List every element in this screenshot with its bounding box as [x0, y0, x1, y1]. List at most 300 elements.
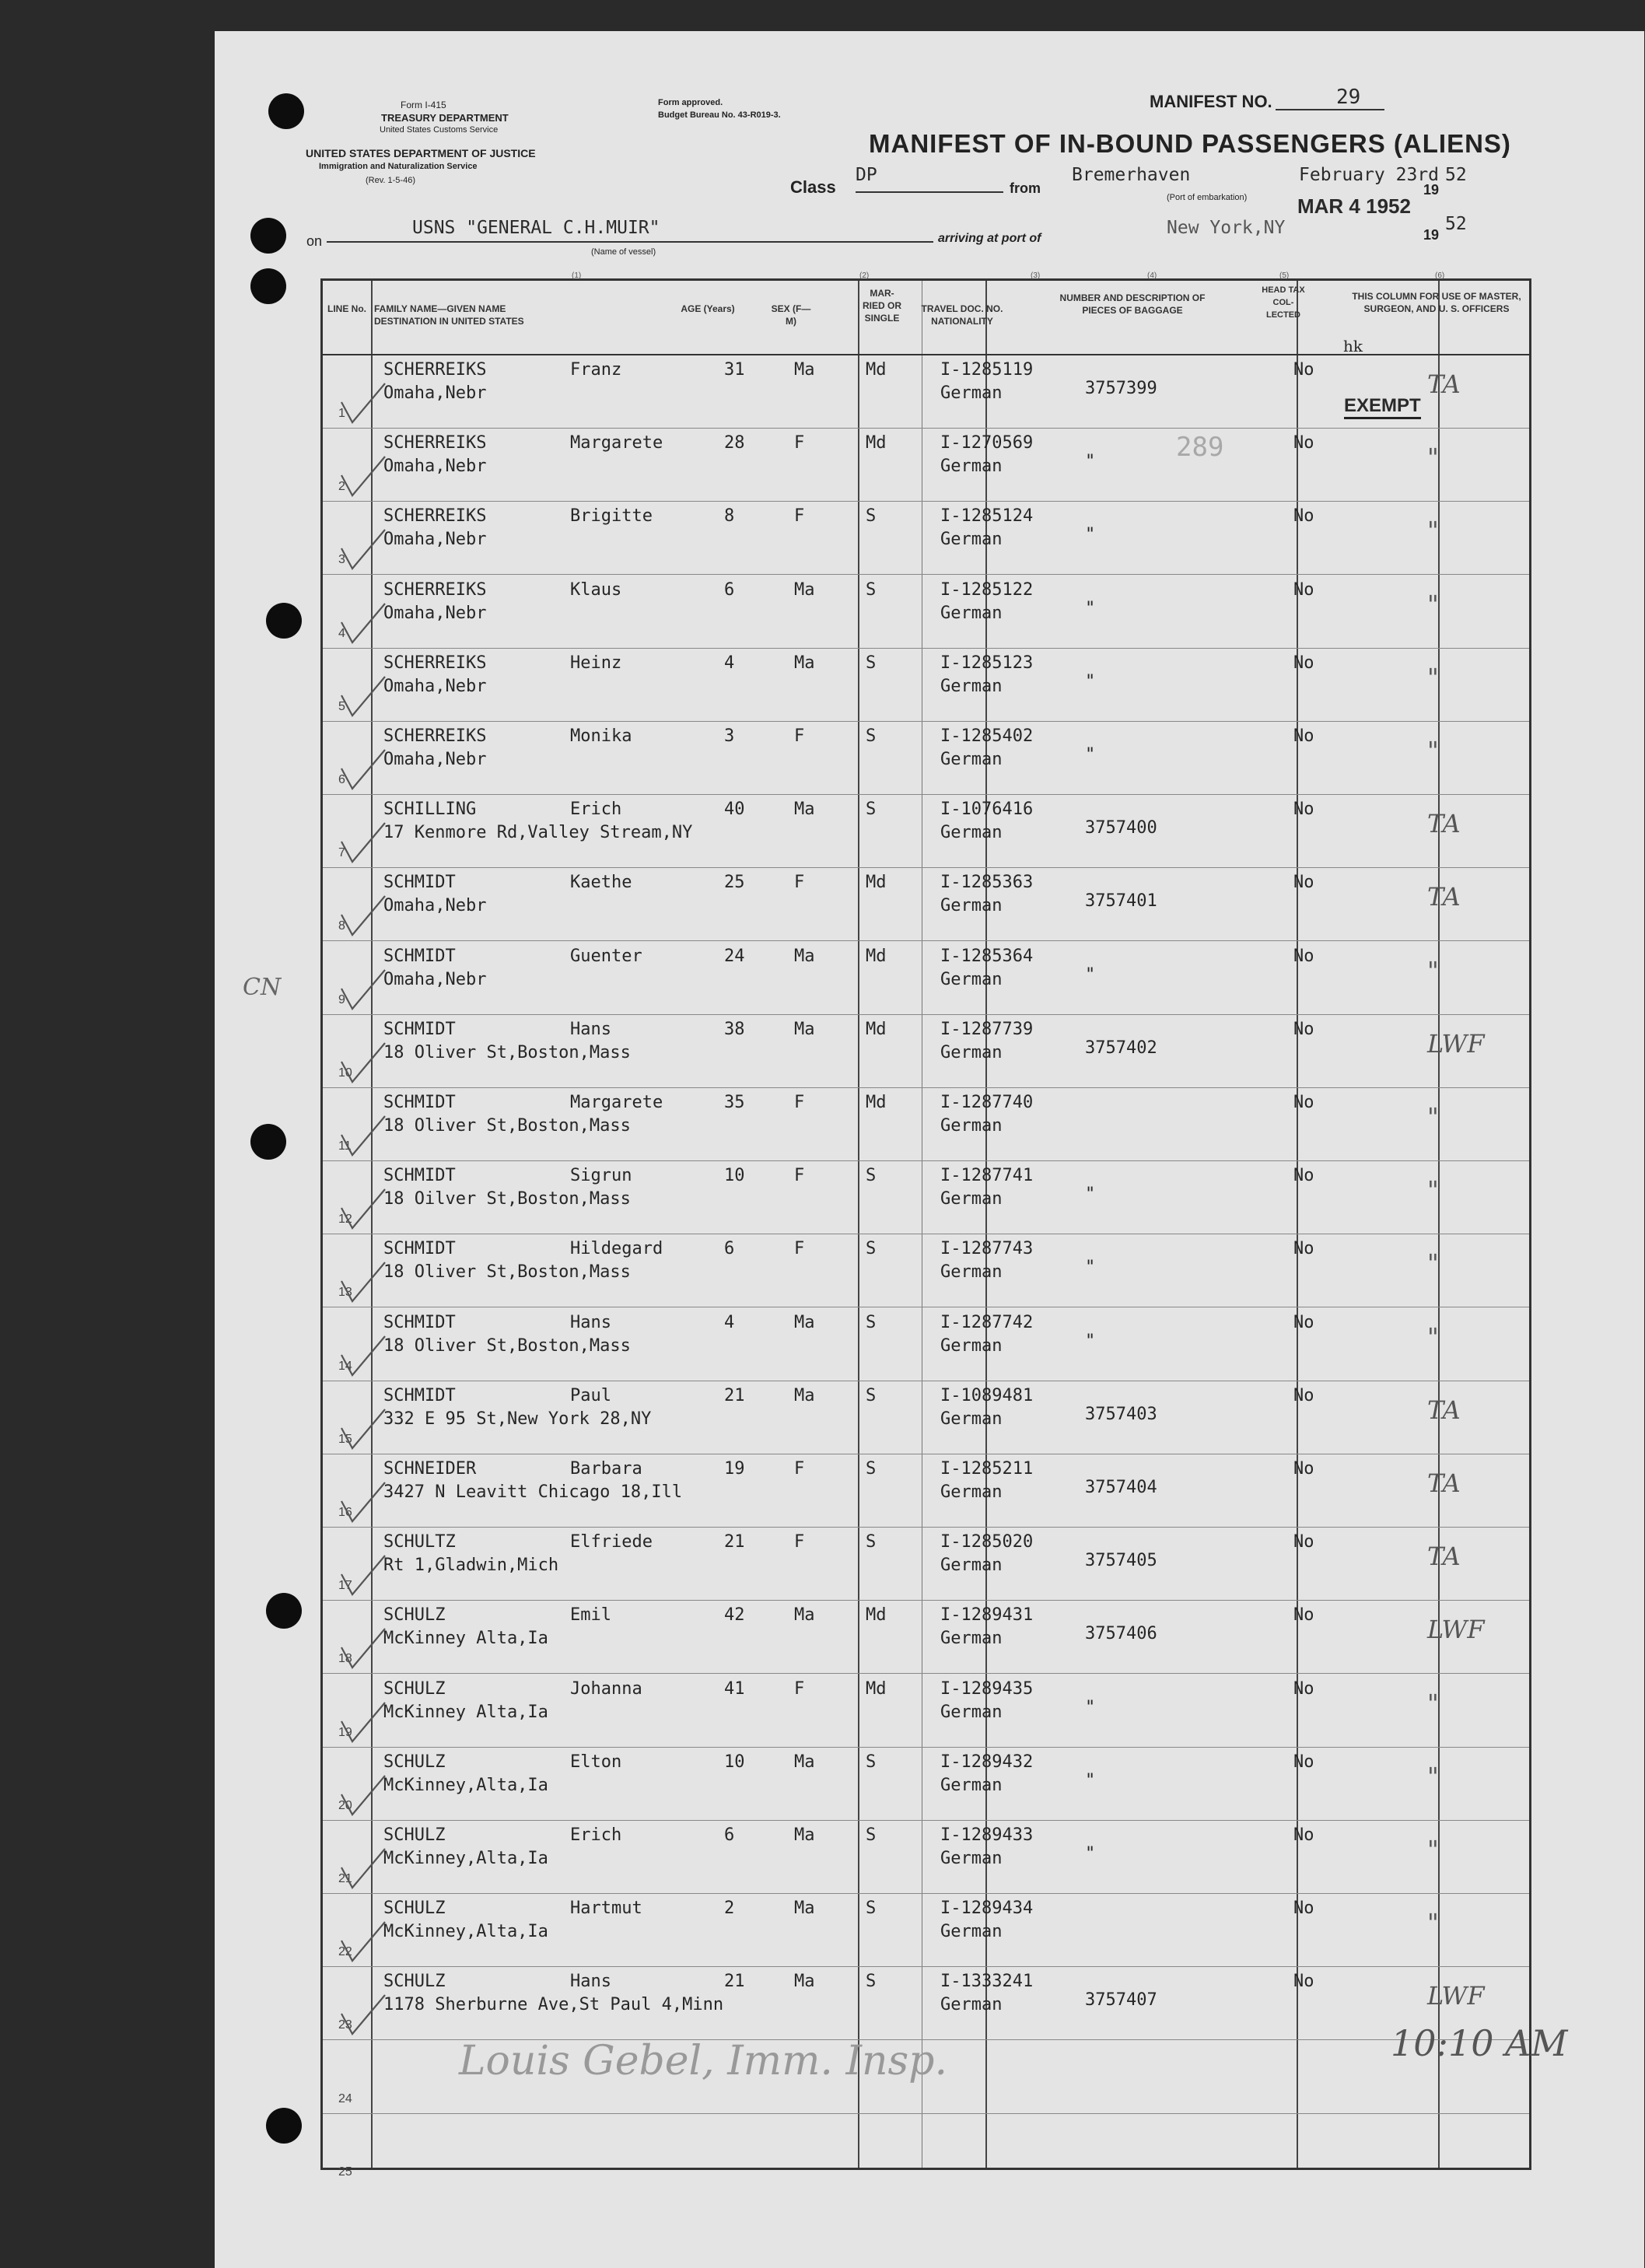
cell-marital: S — [866, 653, 877, 673]
depart-year: 52 — [1445, 165, 1467, 185]
cell-doc: I-1285363 — [940, 873, 1034, 893]
cell-note: TA — [1427, 1468, 1461, 1498]
cell-nat: German — [940, 1629, 1003, 1649]
cell-nat: German — [940, 823, 1003, 843]
cell-note: " — [1427, 1688, 1439, 1718]
cell-family: SCHULZ — [383, 1825, 446, 1845]
check-mark-icon — [337, 1624, 387, 1671]
cell-marital: Md — [866, 1019, 887, 1039]
cell-dest: McKinney,Alta,Ia — [383, 1922, 548, 1942]
cell-sex: Ma — [794, 360, 815, 380]
cell-marital: S — [866, 1825, 877, 1845]
table-row — [323, 576, 1529, 649]
cell-tax: No — [1293, 1459, 1314, 1479]
cell-sex: F — [794, 433, 805, 453]
cell-sex: Ma — [794, 1899, 815, 1919]
cell-note: TA — [1427, 369, 1461, 399]
cell-bag: 3757399 — [1085, 379, 1157, 398]
cell-sex: Ma — [794, 800, 815, 820]
form-number: Form I-415 — [401, 100, 446, 110]
cell-doc: I-1287742 — [940, 1312, 1034, 1332]
cell-tax: No — [1293, 1532, 1314, 1552]
class-label: Class — [790, 177, 836, 197]
cell-marital: S — [866, 1239, 877, 1259]
cell-doc: I-1289434 — [940, 1899, 1034, 1919]
col-name: FAMILY NAME—GIVEN NAME DESTINATION IN UNITED STATES — [374, 303, 524, 327]
cell-note: TA — [1427, 882, 1461, 912]
cell-sex: F — [794, 726, 805, 746]
punch-hole — [266, 1593, 302, 1629]
class-value: DP — [856, 165, 877, 185]
port-embark-label: (Port of embarkation) — [1167, 193, 1248, 202]
line-number: 8 — [338, 919, 345, 933]
cell-bag: " — [1085, 1844, 1096, 1864]
cell-marital: S — [866, 1972, 877, 1992]
cell-doc: I-1289435 — [940, 1678, 1034, 1699]
cell-dest: McKinney Alta,Ia — [383, 1702, 548, 1722]
col-number: (6) — [1435, 271, 1445, 280]
cell-given: Monika — [570, 726, 632, 746]
cell-age: 4 — [724, 653, 735, 673]
cell-bag: " — [1085, 598, 1096, 618]
cell-marital: Md — [866, 433, 887, 453]
col-number: (2) — [859, 271, 870, 280]
line-number: 12 — [338, 1213, 352, 1227]
cell-note: " — [1427, 589, 1439, 619]
check-mark-icon — [337, 1258, 387, 1304]
cell-sex: Ma — [794, 1752, 815, 1772]
cell-family: SCHERREIKS — [383, 726, 487, 746]
line-number: 7 — [338, 846, 345, 860]
cell-age: 41 — [724, 1678, 745, 1699]
cell-nat: German — [940, 530, 1003, 550]
cell-sex: F — [794, 873, 805, 893]
cell-tax: No — [1293, 726, 1314, 746]
table-row — [323, 1454, 1529, 1528]
col-head-tax: HEAD TAX COL- LECTED — [1262, 285, 1305, 320]
cell-sex: Ma — [794, 1825, 815, 1845]
line-number: 5 — [338, 699, 345, 713]
cell-doc: I-1285123 — [940, 653, 1034, 673]
stamp-289: 289 — [1176, 432, 1224, 463]
cell-age: 2 — [724, 1899, 735, 1919]
arrive-year: 52 — [1445, 214, 1467, 234]
cell-nat: German — [940, 1409, 1003, 1429]
treasury-dept: TREASURY DEPARTMENT — [381, 112, 509, 124]
budget-bureau: Budget Bureau No. 43-R019-3. — [658, 110, 781, 120]
cell-note: LWF — [1427, 1028, 1485, 1059]
cell-bag: " — [1085, 671, 1096, 691]
cell-age: 24 — [724, 946, 745, 966]
cell-marital: S — [866, 726, 877, 746]
table-row — [323, 1161, 1529, 1234]
ins-service: Immigration and Naturalization Service — [319, 162, 478, 171]
arrival-date-stamp: MAR 4 1952 — [1297, 194, 1411, 218]
cell-bag: 3757404 — [1085, 1478, 1157, 1497]
table-row — [323, 502, 1529, 575]
cell-note: " — [1427, 516, 1439, 546]
cell-note: TA — [1427, 809, 1461, 839]
cell-age: 8 — [724, 506, 735, 527]
cell-family: SCHMIDT — [383, 1166, 456, 1186]
punch-hole — [266, 2108, 302, 2144]
cell-given: Hartmut — [570, 1899, 642, 1919]
cell-sex: Ma — [794, 1972, 815, 1992]
cell-sex: F — [794, 1459, 805, 1479]
cell-tax: No — [1293, 1312, 1314, 1332]
line-number: 2 — [338, 480, 345, 494]
cell-bag: " — [1085, 1770, 1096, 1790]
cell-marital: S — [866, 1166, 877, 1186]
cell-note: " — [1427, 955, 1439, 985]
cell-nat: German — [940, 1556, 1003, 1576]
cell-doc: I-1285122 — [940, 579, 1034, 600]
cell-dest: Omaha,Nebr — [383, 896, 487, 916]
inspector-signature: Louis Gebel, Imm. Insp. — [459, 2038, 947, 2084]
cell-doc: I-1285402 — [940, 726, 1034, 746]
cell-nat: German — [940, 1335, 1003, 1356]
table-row — [323, 649, 1529, 722]
cell-note: " — [1427, 443, 1439, 473]
cell-tax: No — [1293, 1752, 1314, 1772]
cell-family: SCHERREIKS — [383, 433, 487, 453]
cell-doc: I-1285211 — [940, 1459, 1034, 1479]
cell-tax: No — [1293, 1678, 1314, 1699]
cell-doc: I-1289431 — [940, 1605, 1034, 1626]
cell-marital: Md — [866, 873, 887, 893]
cell-doc: I-1089481 — [940, 1385, 1034, 1405]
line-number: 10 — [338, 1066, 352, 1080]
col-travel-doc: TRAVEL DOC. NO. NATIONALITY — [921, 303, 1003, 327]
cell-note: " — [1427, 1761, 1439, 1791]
line-number: 14 — [338, 1359, 352, 1373]
table-row — [323, 1894, 1529, 1967]
cell-tax: No — [1293, 946, 1314, 966]
col-number: (5) — [1279, 271, 1290, 280]
cell-family: SCHNEIDER — [383, 1459, 477, 1479]
check-mark-icon — [337, 818, 387, 865]
cell-note: " — [1427, 736, 1439, 765]
cell-nat: German — [940, 1922, 1003, 1942]
table-row — [323, 1821, 1529, 1894]
table-row — [323, 942, 1529, 1015]
cell-note: " — [1427, 1175, 1439, 1206]
cell-doc: I-1076416 — [940, 800, 1034, 820]
cell-family: SCHMIDT — [383, 1385, 456, 1405]
table-row — [323, 1088, 1529, 1161]
col-baggage: NUMBER AND DESCRIPTION OF PIECES OF BAGGAGE — [1059, 292, 1206, 316]
cell-note: " — [1427, 1835, 1439, 1864]
cell-marital: Md — [866, 1605, 887, 1626]
cell-note: " — [1427, 662, 1439, 692]
cell-tax: No — [1293, 360, 1314, 380]
check-mark-icon — [337, 1771, 387, 1818]
cell-bag: 3757405 — [1085, 1551, 1157, 1571]
line-number: 25 — [338, 2165, 352, 2179]
cell-marital: S — [866, 1752, 877, 1772]
cell-marital: S — [866, 1532, 877, 1552]
from-port: Bremerhaven — [1072, 165, 1191, 185]
cell-given: Erich — [570, 800, 622, 820]
cell-dest: 18 Oliver St,Boston,Mass — [383, 1335, 631, 1356]
cell-given: Hans — [570, 1312, 611, 1332]
cell-nat: German — [940, 969, 1003, 989]
cell-age: 6 — [724, 1825, 735, 1845]
cell-marital: S — [866, 1459, 877, 1479]
cell-dest: Omaha,Nebr — [383, 750, 487, 769]
cell-sex: Ma — [794, 1605, 815, 1626]
manifest-number: 29 — [1336, 86, 1361, 109]
table-row — [323, 1381, 1529, 1454]
cell-family: SCHMIDT — [383, 873, 456, 893]
cell-tax: No — [1293, 1385, 1314, 1405]
cell-family: SCHULZ — [383, 1899, 446, 1919]
cell-marital: S — [866, 1899, 877, 1919]
cell-age: 40 — [724, 800, 745, 820]
cell-given: Erich — [570, 1825, 622, 1845]
col-number: (1) — [572, 271, 582, 280]
cell-dest: 18 Oilver St,Boston,Mass — [383, 1189, 631, 1209]
line-number: 11 — [338, 1139, 352, 1153]
cell-tax: No — [1293, 579, 1314, 600]
cell-nat: German — [940, 457, 1003, 477]
check-mark-icon — [337, 525, 387, 572]
cell-note: TA — [1427, 1395, 1461, 1425]
cell-sex: F — [794, 506, 805, 527]
cell-sex: F — [794, 1678, 805, 1699]
cell-doc: I-1270569 — [940, 433, 1034, 453]
cell-age: 38 — [724, 1019, 745, 1039]
cell-dest: 3427 N Leavitt Chicago 18,Ill — [383, 1482, 683, 1502]
manifest-no-underline — [1276, 109, 1384, 110]
table-row — [323, 1528, 1529, 1601]
line-number: 20 — [338, 1798, 352, 1812]
table-row — [323, 1308, 1529, 1381]
cell-bag: " — [1085, 452, 1096, 472]
cell-nat: German — [940, 1189, 1003, 1209]
check-mark-icon — [337, 965, 387, 1012]
line-number: 17 — [338, 1579, 352, 1593]
customs-service: United States Customs Service — [380, 125, 499, 135]
cell-given: Margarete — [570, 433, 663, 453]
cell-tax: No — [1293, 506, 1314, 527]
cell-given: Emil — [570, 1605, 611, 1626]
cell-dest: Omaha,Nebr — [383, 603, 487, 623]
cell-nat: German — [940, 1995, 1003, 2015]
cell-family: SCHULZ — [383, 1605, 446, 1626]
cell-marital: S — [866, 579, 877, 600]
col-line: LINE No. — [327, 303, 366, 314]
cell-given: Margarete — [570, 1093, 663, 1112]
manifest-no-label: MANIFEST NO. — [1150, 92, 1272, 111]
cell-given: Hildegard — [570, 1239, 663, 1259]
cell-age: 4 — [724, 1312, 735, 1332]
cell-doc: I-1285119 — [940, 360, 1034, 380]
check-mark-icon — [337, 599, 387, 646]
cell-age: 21 — [724, 1972, 745, 1992]
line-number: 1 — [338, 407, 345, 420]
cell-given: Guenter — [570, 946, 642, 966]
cell-tax: No — [1293, 1899, 1314, 1919]
officer-initials: hk — [1343, 337, 1363, 355]
line-number: 21 — [338, 1872, 352, 1885]
line-number: 23 — [338, 2018, 352, 2032]
cell-bag: " — [1085, 1185, 1096, 1205]
arrive-year-prefix: 19 — [1423, 227, 1440, 243]
cell-given: Kaethe — [570, 873, 632, 893]
table-row — [323, 1967, 1529, 2040]
line-number: 3 — [338, 553, 345, 567]
cell-given: Hans — [570, 1019, 611, 1039]
vessel-label: (Name of vessel) — [591, 247, 656, 257]
table-row — [323, 795, 1529, 868]
line-number: 13 — [338, 1286, 352, 1300]
line-number: 9 — [338, 992, 345, 1006]
cell-age: 10 — [724, 1752, 745, 1772]
form-approved: Form approved. — [658, 98, 723, 107]
manifest-table — [320, 271, 1531, 2179]
cell-age: 28 — [724, 433, 745, 453]
cell-note: " — [1427, 1321, 1439, 1352]
check-mark-icon — [337, 379, 387, 425]
line-number: 16 — [338, 1506, 352, 1519]
page-title: MANIFEST OF IN-BOUND PASSENGERS (ALIENS) — [869, 129, 1511, 158]
table-row — [323, 868, 1529, 941]
cell-dest: Omaha,Nebr — [383, 383, 487, 403]
cell-dest: 18 Oliver St,Boston,Mass — [383, 1042, 631, 1062]
cell-given: Paul — [570, 1385, 611, 1405]
cell-tax: No — [1293, 873, 1314, 893]
table-row — [323, 722, 1529, 795]
cell-family: SCHULZ — [383, 1678, 446, 1699]
cell-tax: No — [1293, 800, 1314, 820]
cell-given: Heinz — [570, 653, 622, 673]
cell-sex: Ma — [794, 653, 815, 673]
cell-dest: McKinney Alta,Ia — [383, 1629, 548, 1649]
cell-bag: " — [1085, 525, 1096, 545]
cell-family: SCHMIDT — [383, 1019, 456, 1039]
vessel-name: USNS "GENERAL C.H.MUIR" — [412, 218, 660, 238]
cell-age: 35 — [724, 1093, 745, 1112]
cell-marital: S — [866, 1312, 877, 1332]
cell-age: 31 — [724, 360, 745, 380]
cell-family: SCHULTZ — [383, 1532, 456, 1552]
cell-given: Elton — [570, 1752, 622, 1772]
cell-given: Franz — [570, 360, 622, 380]
cell-nat: German — [940, 1849, 1003, 1868]
cell-bag: 3757400 — [1085, 818, 1157, 838]
cell-note: TA — [1427, 1542, 1461, 1572]
on-label: on — [306, 233, 323, 249]
cell-bag: 3757402 — [1085, 1038, 1157, 1058]
punch-hole — [250, 268, 286, 304]
cell-nat: German — [940, 750, 1003, 769]
depart-year-prefix: 19 — [1423, 182, 1440, 198]
table-row — [323, 1234, 1529, 1307]
table-row — [323, 1748, 1529, 1821]
cell-dest: McKinney,Alta,Ia — [383, 1775, 548, 1795]
cell-family: SCHULZ — [383, 1752, 446, 1772]
cell-dest: 18 Oliver St,Boston,Mass — [383, 1116, 631, 1136]
table-row — [323, 429, 1529, 502]
table-row — [323, 1015, 1529, 1088]
cell-dest: Omaha,Nebr — [383, 676, 487, 696]
cell-dest: 1178 Sherburne Ave,St Paul 4,Minn — [383, 1995, 724, 2015]
line-number: 19 — [338, 1725, 352, 1739]
punch-hole — [266, 603, 302, 639]
cell-nat: German — [940, 603, 1003, 623]
arrival-port: New York,NY — [1167, 218, 1286, 238]
check-mark-icon — [337, 1332, 387, 1378]
cell-tax: No — [1293, 1239, 1314, 1259]
cell-tax: No — [1293, 1825, 1314, 1845]
cell-marital: S — [866, 800, 877, 820]
arriving-label: arriving at port of — [938, 232, 1041, 245]
cell-marital: Md — [866, 1678, 887, 1699]
check-mark-icon — [337, 1698, 387, 1745]
table-row — [323, 1601, 1529, 1674]
cell-nat: German — [940, 1116, 1003, 1136]
cell-bag: " — [1085, 1697, 1096, 1717]
cell-nat: German — [940, 1775, 1003, 1795]
cell-family: SCHERREIKS — [383, 653, 487, 673]
check-mark-icon — [337, 745, 387, 792]
margin-note: CN — [243, 974, 282, 1001]
from-label: from — [1010, 180, 1041, 196]
cell-doc: I-1333241 — [940, 1972, 1034, 1992]
cell-tax: No — [1293, 1166, 1314, 1186]
cell-age: 10 — [724, 1166, 745, 1186]
departure-date: February 23rd — [1299, 165, 1440, 185]
cell-bag: 3757406 — [1085, 1624, 1157, 1644]
cell-age: 42 — [724, 1605, 745, 1626]
line-number: 6 — [338, 773, 345, 786]
cell-dest: Omaha,Nebr — [383, 530, 487, 550]
check-mark-icon — [337, 891, 387, 938]
justice-dept: UNITED STATES DEPARTMENT OF JUSTICE — [306, 147, 536, 159]
cell-note: " — [1427, 1908, 1439, 1938]
cell-note: LWF — [1427, 1981, 1485, 2011]
exempt-stamp: EXEMPT — [1344, 395, 1421, 419]
cell-age: 6 — [724, 579, 735, 600]
cell-dest: Rt 1,Gladwin,Mich — [383, 1556, 559, 1576]
cell-nat: German — [940, 676, 1003, 696]
cell-given: Barbara — [570, 1459, 642, 1479]
cell-note: LWF — [1427, 1615, 1485, 1645]
cell-dest: 332 E 95 St,New York 28,NY — [383, 1409, 652, 1429]
check-mark-icon — [337, 1844, 387, 1891]
cell-family: SCHERREIKS — [383, 360, 487, 380]
cell-family: SCHULZ — [383, 1972, 446, 1992]
class-underline — [856, 191, 1003, 193]
cell-family: SCHILLING — [383, 800, 477, 820]
col-married: MAR- RIED OR SINGLE — [862, 288, 901, 324]
punch-hole — [250, 1124, 286, 1160]
cell-family: SCHMIDT — [383, 1312, 456, 1332]
cell-nat: German — [940, 1482, 1003, 1502]
check-mark-icon — [337, 1185, 387, 1231]
check-mark-icon — [337, 1478, 387, 1524]
cell-dest: Omaha,Nebr — [383, 969, 487, 989]
cell-given: Elfriede — [570, 1532, 653, 1552]
cell-doc: I-1287743 — [940, 1239, 1034, 1259]
cell-note: " — [1427, 1248, 1439, 1279]
time-note: 10:10 AM — [1391, 2022, 1568, 2064]
line-number: 22 — [338, 1945, 352, 1959]
cell-age: 25 — [724, 873, 745, 893]
cell-bag: " — [1085, 964, 1096, 985]
cell-given: Klaus — [570, 579, 622, 600]
